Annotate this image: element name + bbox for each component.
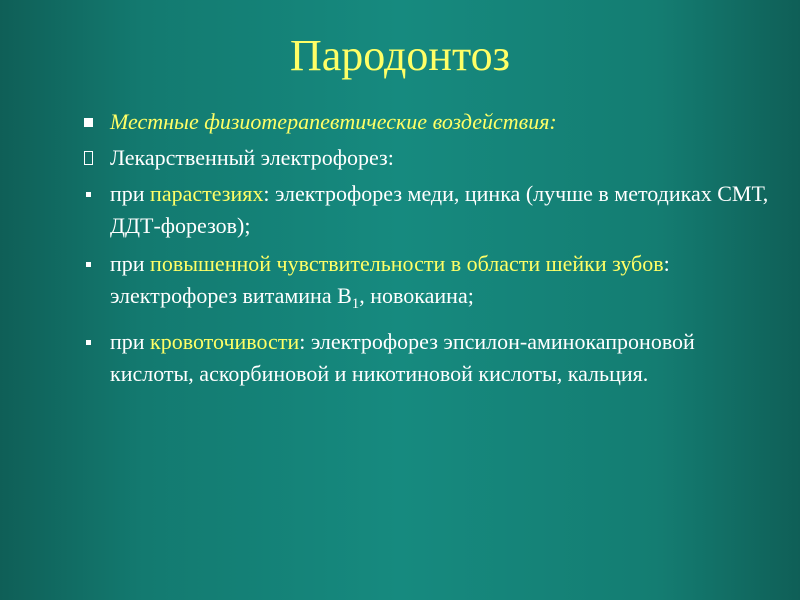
small-square-bullet-icon xyxy=(76,178,100,210)
slide-title: Пародонтоз xyxy=(290,31,510,80)
missing-glyph-bullet-icon xyxy=(76,142,100,174)
list-item-text: Лекарственный электрофорез: xyxy=(110,145,394,170)
square-bullet-icon xyxy=(76,106,100,138)
list-item-highlight: кровоточивости xyxy=(150,329,300,354)
list-item-parasthesia xyxy=(76,178,776,242)
list-item-drug-electrophoresis xyxy=(76,142,776,174)
list-item-highlight: парастезиях xyxy=(150,181,264,206)
subscript: 1 xyxy=(351,296,360,312)
small-square-bullet-icon xyxy=(76,248,100,280)
list-item-bleeding xyxy=(76,326,776,390)
small-square-bullet-icon xyxy=(76,326,100,358)
list-item-text-end: , новокаина; xyxy=(359,283,474,308)
list-item-prefix: при xyxy=(110,181,151,206)
list-item-text: : электрофорез меди, цинка (лучше в методиках СМТ, ДДТ-форезов); xyxy=(110,181,769,238)
list-item-highlight: повышенной чувствительности в области шейки зубов xyxy=(150,251,664,276)
list-item-text: : электрофорез эпсилон-аминокапроновой кислоты, аскорбиновой и никотиновой кислоты, кальция. xyxy=(110,329,695,386)
list-item-prefix: при xyxy=(110,251,151,276)
list-item-heading: Местные физиотерапевтические воздействия: xyxy=(110,109,557,134)
bullet-list xyxy=(76,106,776,390)
list-item-local-physiotherapy xyxy=(76,106,776,138)
list-item-sensitivity xyxy=(76,248,776,320)
list-item-prefix: при xyxy=(110,329,151,354)
list-item-text: : электрофорез витамина В xyxy=(110,251,670,308)
